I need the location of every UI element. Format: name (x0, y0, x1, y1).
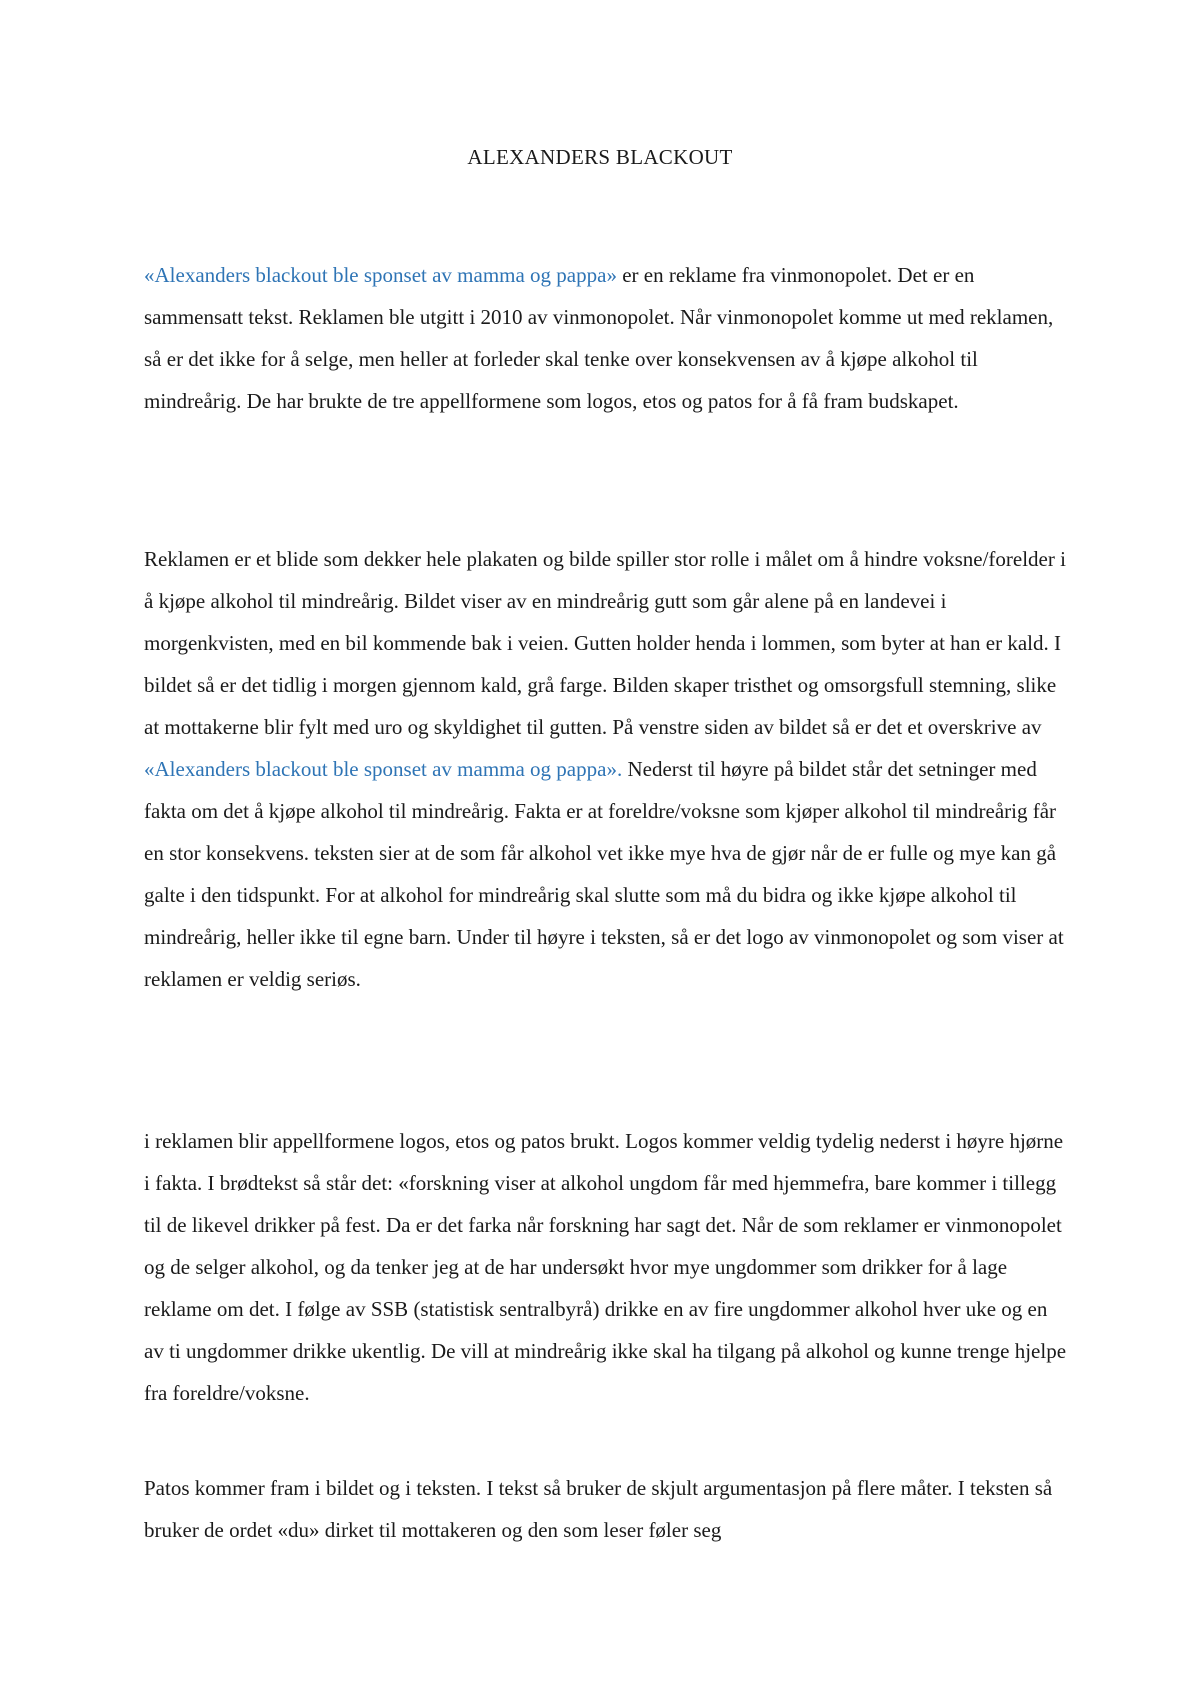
paragraph-text: er en reklame fra vinmonopolet. Det er en sammensatt tekst. Reklamen ble utgitt i 2010 av vinmonopolet. Når vinmonopolet komme ut med reklamen, så er det ikke for å selge, men heller at forleder skal tenke over konsekvensen av å kjøpe alkohol til mindreårig. De har brukte de tre appellformene som logos, etos og patos for å få fram budskapet. (144, 263, 1054, 413)
paragraph-patos: Patos kommer fram i bildet og i teksten. I tekst så bruker de skjult argumentasjon på flere måter. I teksten så bruker de ordet «du» dirket til mottakeren og den som leser føler seg (144, 1476, 1053, 1542)
paragraph-text: Reklamen er et blide som dekker hele plakaten og bilde spiller stor rolle i målet om å hindre voksne/forelder i å kjøpe alkohol til mindreårig. Bildet viser av en mindreårig gutt som går alene på en landevei i morgenkvisten, med en bil kommende bak i veien. Gutten holder henda i lommen, som byter at han er kald. I bildet så er det tidlig i morgen gjennom kald, grå farge. Bilden skaper tristhet og omsorgsfull stemning, slike at mottakerne blir fylt med uro og skyldighet til gutten. På venstre siden av bildet så er det et overskrive av (144, 547, 1066, 739)
paragraph-image-description (144, 538, 1069, 1000)
quoted-ad-title-link: «Alexanders blackout ble sponset av mamma og pappa». (144, 757, 623, 781)
paragraph-appeal-forms: i reklamen blir appellformene logos, etos og patos brukt. Logos kommer veldig tydelig nederst i høyre hjørne i fakta. I brødtekst så står det: «forskning viser at alkohol ungdom får med hjemmefra, bare kommer i tillegg til de likevel drikker på fest. Da er det farka når forskning har sagt det. Når de som reklamer er vinmonopolet og de selger alkohol, og da tenker jeg at de har undersøkt hvor mye ungdommer som drikker for å lage reklame om det. I følge av SSB (statistisk sentralbyrå) drikke en av fire ungdommer alkohol hver uke og en av ti ungdommer drikke ukentlig. De vill at mindreårig ikke skal ha tilgang på alkohol og kunne trenge hjelpe fra foreldre/voksne. (144, 1129, 1067, 1405)
paragraph-text: Nederst til høyre på bildet står det setninger med fakta om det å kjøpe alkohol til mindreårig. Fakta er at foreldre/voksne som kjøper alkohol til mindreårig får en stor konsekvens. teksten sier at de som får alkohol vet ikke mye hva de gjør når de er fulle og mye kan gå galte i den tidspunkt. For at alkohol for mindreårig skal slutte som må du bidra og ikke kjøpe alkohol til mindreårig, heller ikke til egne barn. Under til høyre i teksten, så er det logo av vinmonopolet og som viser at reklamen er veldig seriøs. (144, 757, 1064, 991)
document-title: ALEXANDERS BLACKOUT (467, 145, 733, 169)
paragraph-introduction (144, 254, 1069, 422)
quoted-ad-title-link: «Alexanders blackout ble sponset av mamma og pappa» (144, 263, 617, 287)
